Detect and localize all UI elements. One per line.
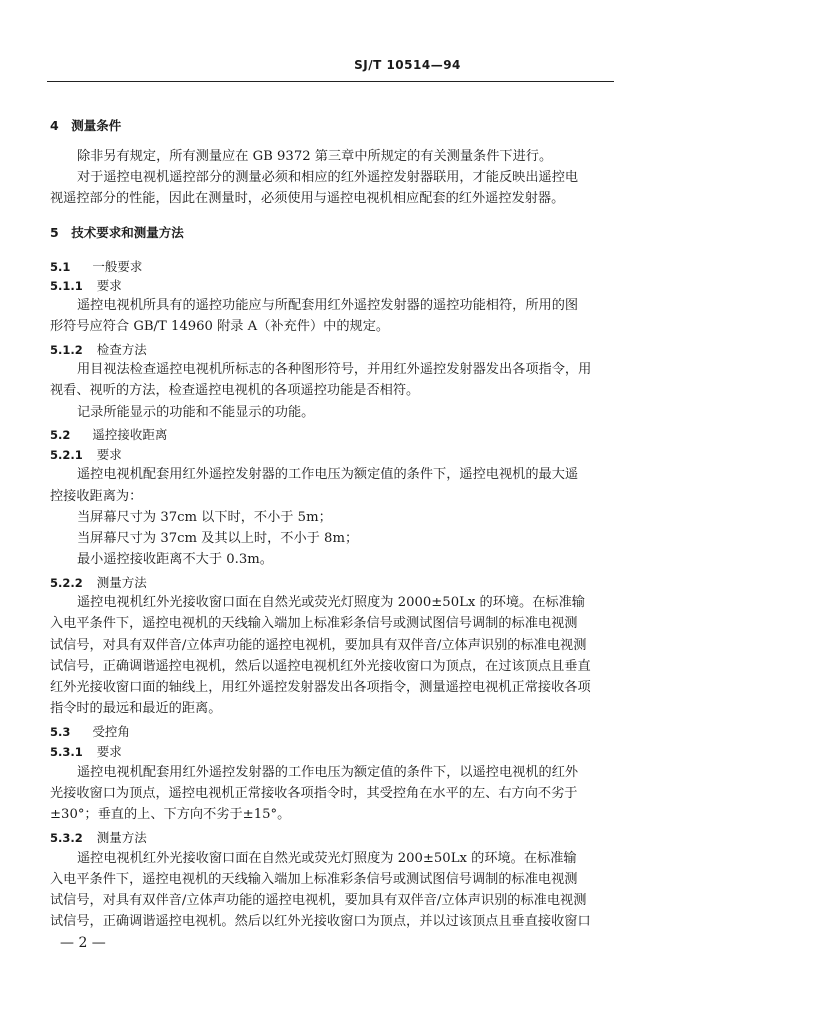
clause-title: 一般要求 — [92, 259, 143, 274]
clause-5-2-1-line-5: 最小遥控接收距离不大于 0.3m。 — [77, 552, 273, 567]
clause-5-2-1-line-3: 当屏幕尺寸为 37cm 以下时，不小于 5m； — [77, 510, 332, 525]
clause-5-1-2-line-3: 记录所能显示的功能和不能显示的功能。 — [77, 405, 315, 420]
clause-5-1-2 — [50, 341, 147, 360]
clause-title: 检查方法 — [96, 342, 147, 357]
clause-5-2-2-line-6: 指令时的最远和最近的距离。 — [50, 701, 222, 716]
clause-5-2-1-line-1: 遥控电视机配套用红外遥控发射器的工作电压为额定值的条件下，遥控电视机的最大遥 — [77, 467, 579, 482]
clause-5-3-1-line-1: 遥控电视机配套用红外遥控发射器的工作电压为额定值的条件下，以遥控电视机的红外 — [77, 765, 579, 780]
clause-number: 5.2.1 — [50, 448, 83, 462]
clause-5-3-1-line-3: ±30°；垂直的上、下方向不劣于±15°。 — [50, 807, 291, 822]
clause-number: 5.1.1 — [50, 279, 83, 293]
clause-5-2-2 — [50, 574, 147, 593]
clause-number: 5.2.2 — [50, 576, 83, 590]
clause-number: 5.1 — [50, 260, 71, 274]
section-4-paragraph-1: 除非另有规定，所有测量应在 GB 9372 第三章中所规定的有关测量条件下进行。 — [77, 149, 553, 164]
clause-5-3-1 — [50, 743, 122, 762]
clause-5-2-2-line-4: 试信号，正确调谐遥控电视机，然后以遥控电视机红外光接收窗口为顶点，在过该顶点且垂直 — [50, 659, 591, 674]
clause-5-2-1-line-2: 控接收距离为： — [50, 489, 143, 504]
clause-5-1-2-line-2: 视看、视听的方法，检查遥控电视机的各项遥控功能是否相符。 — [50, 383, 420, 398]
page-number: — 2 — — [60, 935, 106, 951]
clause-title: 要求 — [96, 744, 122, 759]
section-5-heading: 5 技术要求和测量方法 — [50, 225, 184, 240]
clause-5-1-2-line-1: 用目视法检查遥控电视机所标志的各种图形符号，并用红外遥控发射器发出各项指令，用 — [77, 362, 592, 377]
clause-5-1-1-line-1: 遥控电视机所具有的遥控功能应与所配套用红外遥控发射器的遥控功能相符，所用的图 — [77, 298, 579, 313]
clause-5-2-1 — [50, 446, 122, 465]
clause-title: 遥控接收距离 — [92, 427, 168, 442]
clause-number: 5.1.2 — [50, 343, 83, 357]
clause-5-3-2-line-1: 遥控电视机红外光接收窗口面在自然光或荧光灯照度为 200±50Lx 的环境。在标准输 — [77, 851, 577, 866]
clause-title: 要求 — [96, 447, 122, 462]
clause-5-2-2-line-3: 试信号，对具有双伴音/立体声功能的遥控电视机，要加具有双伴音/立体声识别的标准电视测 — [50, 638, 587, 653]
clause-5-3-1-line-2: 光接收窗口为顶点，遥控电视机正常接收各项指令时，其受控角在水平的左、右方向不劣于 — [50, 786, 578, 801]
section-4-paragraph-2-line-2: 视遥控部分的性能，因此在测量时，必须使用与遥控电视机相应配套的红外遥控发射器。 — [50, 191, 565, 206]
clause-5-3-2-line-2: 入电平条件下，遥控电视机的天线输入端加上标准彩条信号或测试图信号调制的标准电视测 — [50, 872, 578, 887]
clause-5-3-2-line-4: 试信号，正确调谐遥控电视机。然后以红外光接收窗口为顶点，并以过该顶点且垂直接收窗口 — [50, 914, 591, 929]
clause-5-1-1 — [50, 277, 122, 296]
clause-5-2-2-line-2: 入电平条件下，遥控电视机的天线输入端加上标准彩条信号或测试图信号调制的标准电视测 — [50, 616, 578, 631]
clause-title: 受控角 — [92, 724, 130, 739]
clause-5-2 — [50, 426, 167, 445]
clause-5-1-1-line-2: 形符号应符合 GB/T 14960 附录 A（补充件）中的规定。 — [50, 319, 390, 334]
header-rule — [47, 81, 614, 82]
clause-5-2-2-line-5: 红外光接收窗口面的轴线上，用红外遥控发射器发出各项指令，测量遥控电视机正常接收各项 — [50, 680, 591, 695]
clause-number: 5.3 — [50, 725, 71, 739]
clause-title: 测量方法 — [96, 575, 147, 590]
standard-code-header: SJ/T 10514—94 — [354, 58, 461, 72]
clause-5-2-1-line-4: 当屏幕尺寸为 37cm 及其以上时，不小于 8m； — [77, 531, 359, 546]
clause-5-2-2-line-1: 遥控电视机红外光接收窗口面在自然光或荧光灯照度为 2000±50Lx 的环境。在标准输 — [77, 595, 585, 610]
clause-title: 测量方法 — [96, 830, 147, 845]
section-4-paragraph-2-line-1: 对于遥控电视机遥控部分的测量必须和相应的红外遥控发射器联用，才能反映出遥控电 — [77, 170, 579, 185]
clause-5-1 — [50, 258, 142, 277]
clause-number: 5.3.1 — [50, 745, 83, 759]
clause-5-3 — [50, 723, 130, 742]
clause-number: 5.3.2 — [50, 831, 83, 845]
clause-5-3-2 — [50, 829, 147, 848]
clause-number: 5.2 — [50, 428, 71, 442]
clause-title: 要求 — [96, 278, 122, 293]
section-4-heading: 4 测量条件 — [50, 118, 122, 133]
clause-5-3-2-line-3: 试信号，对具有双伴音/立体声功能的遥控电视机，要加具有双伴音/立体声识别的标准电视测 — [50, 893, 587, 908]
